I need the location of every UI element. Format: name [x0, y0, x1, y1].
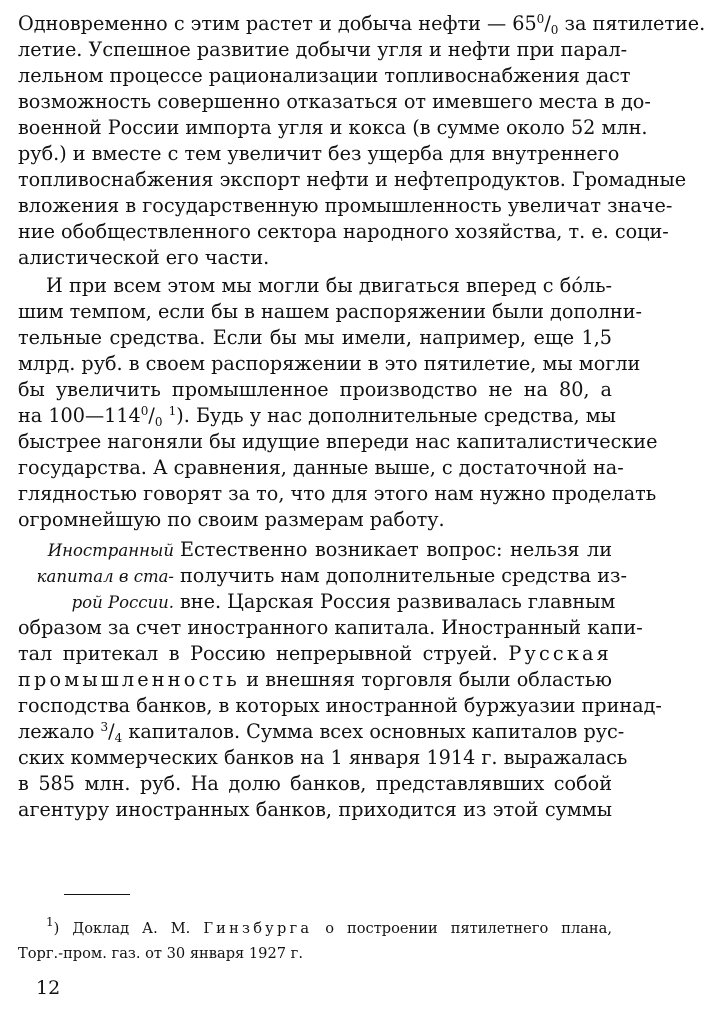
text-line: вложения в государственную промышленность увеличат значе-	[18, 194, 673, 217]
footnote-divider	[64, 894, 130, 895]
text-line: в 585 млн. руб. На долю банков, представлявших собой	[18, 772, 612, 795]
text-line: промышленность и внешняя торговля были областью	[18, 668, 612, 691]
text-line: Естественно возникает вопрос: нельзя ли	[180, 538, 612, 561]
text-line: глядностью говорят за то, что для этого нам нужно проделать	[18, 482, 657, 505]
text-line: на $100—114^0/_0$ $^1$). Будь у нас дополнительные средства, мы	[18, 404, 616, 429]
text-line: агентуру иностранных банков, приходится из этой суммы	[18, 798, 612, 821]
footnote-marker: 1	[46, 915, 54, 929]
text-line: тельные средства. Если бы мы имели, например, еще 1,5	[18, 326, 612, 349]
text-line: быстрее нагоняли бы идущие впереди нас капиталистические	[18, 430, 658, 453]
page-number: 12	[36, 977, 61, 999]
text-line: топливоснабжения экспорт нефти и нефтепродуктов. Громадные	[18, 168, 687, 191]
text-line: руб.) и вместе с тем увеличит без ущерба для внутреннего	[18, 142, 620, 165]
text-line: алистической его части.	[18, 246, 270, 269]
text-line: государства. А сравнения, данные выше, с достаточной на-	[18, 456, 624, 479]
text-line: тал притекал в Россию непрерывной струей. Русская	[18, 642, 612, 665]
text-line: лежало $^3/_4$ капиталов. Сумма всех основных капиталов рус-	[18, 720, 625, 745]
text-line: ние обобществленного сектора народного хозяйства, т. е. соци-	[18, 220, 669, 243]
text-line: возможность совершенно отказаться от имевшего места в до-	[18, 90, 651, 113]
text-line: шим темпом, если бы в нашем распоряжении были дополни-	[18, 300, 642, 323]
footnote-line: $^1$) Доклад А. М. Гинзбурга о построении пятилетнего плана,	[46, 915, 612, 937]
text-line: лельном процессе рационализации топливоснабжения даст	[18, 64, 631, 87]
margin-note-line: Иностранный	[47, 541, 174, 560]
text-line: летие. Успешное развитие добычи угля и нефти при парал-	[18, 38, 628, 61]
margin-note-line: рой России.	[71, 593, 174, 612]
text-line: вне. Царская Россия развивалась главным	[180, 590, 616, 613]
text-line: Одновременно с этим растет и добыча нефти — $65^0/_0$ за пятилетие.	[18, 12, 705, 37]
text-line: получить нам дополнительные средства из-	[180, 564, 627, 587]
text-line: огромнейшую по своим размерам работу.	[18, 508, 445, 531]
margin-note-line: капитал в ста-	[36, 567, 174, 586]
footnote-line: Торг.-пром. газ. от 30 января 1927 г.	[18, 945, 303, 962]
text-line: военной России импорта угля и кокса (в сумме около 52 млн.	[18, 116, 648, 139]
text-line: образом за счет иностранного капитала. Иностранный капи-	[18, 616, 643, 639]
text-line: ских коммерческих банков на 1 января 1914 г. выражалась	[18, 746, 628, 769]
text-line: господства банков, в которых иностранной буржуазии принад-	[18, 694, 662, 717]
text-line: бы увеличить промышленное производство не на 80, а	[18, 378, 612, 401]
text-line: И при всем этом мы могли бы двигаться вперед с бо́ль-	[46, 274, 612, 297]
text-line: млрд. руб. в своем распоряжении в это пятилетие, мы могли	[18, 352, 641, 375]
footnote-ref: 1	[168, 404, 177, 418]
